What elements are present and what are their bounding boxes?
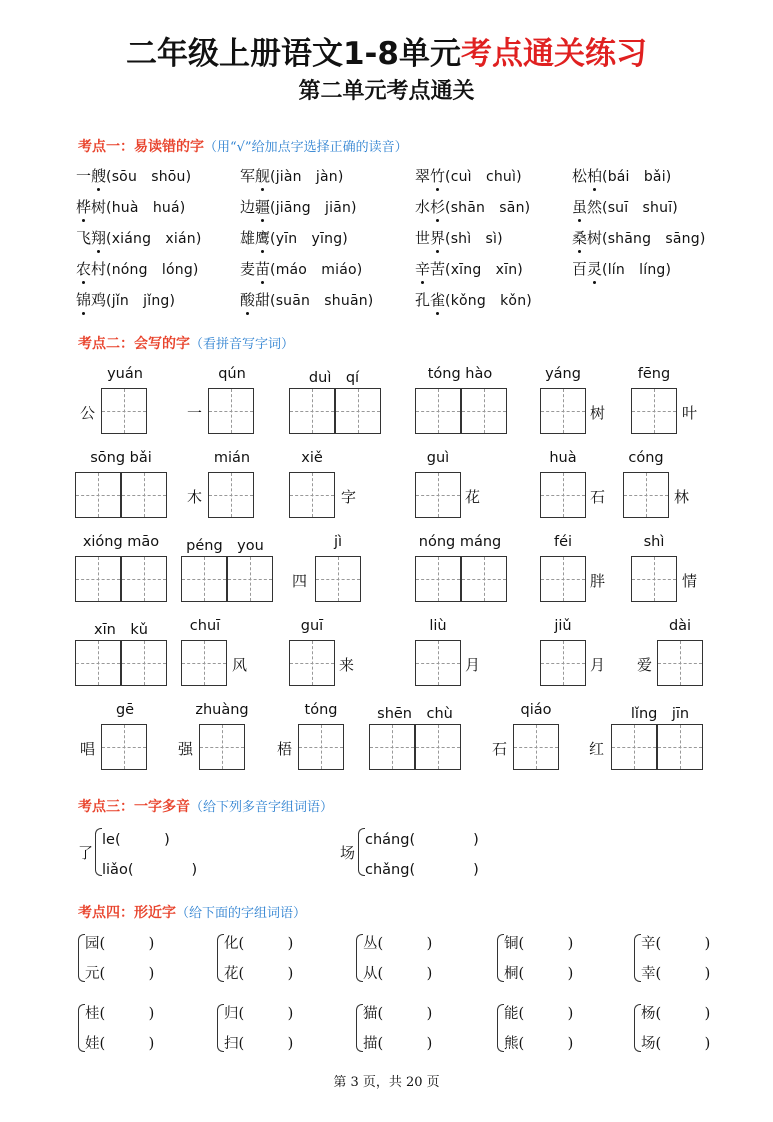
pinyin-label: duì qí xyxy=(308,370,360,386)
section3-key: 考点三：一字多音 xyxy=(78,799,190,815)
page-subtitle: 第二单元考点通关 xyxy=(298,78,475,104)
section2-heading xyxy=(78,333,294,353)
pinyin-label: gē xyxy=(115,702,135,718)
pinyin-label: chuī xyxy=(189,618,221,634)
word-pre: 翠 xyxy=(415,167,431,185)
writing-box xyxy=(631,556,677,602)
reading-item xyxy=(572,165,671,186)
writing-box xyxy=(657,640,703,686)
given-char: 石 xyxy=(492,740,508,758)
writing-box xyxy=(289,388,335,434)
writing-box xyxy=(298,724,344,770)
brace-icon xyxy=(78,1004,85,1052)
page-footer: 第 3 页，共 20 页 xyxy=(333,1075,440,1090)
similar-char-item: 娃( ) xyxy=(85,1036,155,1052)
similar-char-item: 铜( ) xyxy=(504,936,574,952)
brace-icon xyxy=(358,828,365,876)
word-pre: 一 xyxy=(76,167,92,185)
reading-item xyxy=(572,196,678,217)
similar-char-item: 归( ) xyxy=(224,1006,294,1022)
similar-char-item: 元( ) xyxy=(85,966,155,982)
writing-box xyxy=(415,388,461,434)
pinyin-label: tóng hào xyxy=(427,366,493,382)
brace-icon xyxy=(356,934,363,982)
word-post: 鸡 xyxy=(91,291,107,309)
section2-key: 考点二：会写的字 xyxy=(78,336,190,352)
word-post: 然 xyxy=(587,198,603,216)
pinyin-label: fēng xyxy=(637,366,671,382)
pinyin-options: (lín líng) xyxy=(602,262,672,278)
word-pre: 水 xyxy=(415,198,431,216)
page-title xyxy=(0,28,773,73)
pinyin-options: (huà huá) xyxy=(106,200,186,216)
section3-heading xyxy=(78,796,333,816)
writing-box xyxy=(121,640,167,686)
brace-icon xyxy=(497,1004,504,1052)
given-char: 四 xyxy=(292,572,308,590)
reading-item xyxy=(76,165,191,186)
writing-box xyxy=(415,724,461,770)
section1-note: （用“√”给加点字选择正确的读音） xyxy=(204,140,408,155)
section4-note: （给下面的字组词语） xyxy=(176,906,307,921)
writing-box xyxy=(540,388,586,434)
given-char: 红 xyxy=(589,740,605,758)
writing-box xyxy=(289,472,335,518)
similar-char-item: 从( ) xyxy=(363,966,433,982)
writing-box xyxy=(415,472,461,518)
writing-box xyxy=(513,724,559,770)
word-pre: 百 xyxy=(572,260,588,278)
pinyin-options: (cuì chuì) xyxy=(445,169,522,185)
pinyin-label: huà xyxy=(549,450,577,466)
given-char: 唱 xyxy=(80,740,96,758)
given-char: 一 xyxy=(187,404,203,422)
pinyin-label: mián xyxy=(213,450,251,466)
writing-box xyxy=(121,472,167,518)
given-char: 木 xyxy=(187,488,203,506)
writing-box xyxy=(199,724,245,770)
reading-item xyxy=(415,258,523,279)
word-pre: 孔 xyxy=(415,291,431,309)
reading-item xyxy=(76,196,185,217)
reading-item xyxy=(572,227,706,248)
brace-icon xyxy=(78,934,85,982)
writing-box xyxy=(121,556,167,602)
similar-char-item: 辛( ) xyxy=(641,936,711,952)
reading-item xyxy=(415,289,532,310)
similar-char-item: 幸( ) xyxy=(641,966,711,982)
option-text: liǎo( ) xyxy=(102,862,198,878)
dotted-char: 锦 xyxy=(76,291,92,309)
pinyin-options: (suān shuān) xyxy=(270,293,374,309)
writing-box xyxy=(208,472,254,518)
brace-icon xyxy=(356,1004,363,1052)
similar-char-item: 能( ) xyxy=(504,1006,574,1022)
similar-char-item: 化( ) xyxy=(224,936,294,952)
given-char: 强 xyxy=(178,740,194,758)
word-post: 村 xyxy=(91,260,107,278)
dotted-char: 柏 xyxy=(587,167,603,185)
section1-heading xyxy=(78,136,408,156)
pinyin-options: (jǐn jǐng) xyxy=(106,293,176,309)
pinyin-options: (suī shuī) xyxy=(602,200,678,216)
pinyin-label: xiě xyxy=(301,450,323,466)
writing-box xyxy=(657,724,703,770)
writing-box xyxy=(623,472,669,518)
dotted-char: 农 xyxy=(76,260,92,278)
pinyin-label: lǐng jīn xyxy=(630,706,690,722)
dotted-char: 艘 xyxy=(91,167,107,185)
word-pre: 麦 xyxy=(240,260,256,278)
pinyin-options: (jiāng jiān) xyxy=(270,200,357,216)
given-char: 爱 xyxy=(637,656,653,674)
writing-box xyxy=(611,724,657,770)
section2-note: （看拼音写字词） xyxy=(190,337,295,352)
title-black: 二年级上册语文1-8单元 xyxy=(125,36,461,72)
pinyin-label: zhuàng xyxy=(195,702,249,718)
pinyin-label: nóng máng xyxy=(418,534,502,550)
given-char: 林 xyxy=(674,488,690,506)
polyphone-option xyxy=(365,858,479,879)
pinyin-options: (bái bǎi) xyxy=(602,169,672,185)
pinyin-label: qiáo xyxy=(520,702,552,718)
polyphone-char: 场 xyxy=(340,844,356,862)
reading-item xyxy=(415,196,530,217)
reading-item xyxy=(415,165,522,186)
given-char: 月 xyxy=(465,656,481,674)
word-post: 甜 xyxy=(255,291,271,309)
word-pre: 飞 xyxy=(76,229,92,247)
writing-box xyxy=(335,388,381,434)
dotted-char: 苗 xyxy=(255,260,271,278)
writing-box xyxy=(369,724,415,770)
dotted-char: 桦 xyxy=(76,198,92,216)
dotted-char: 疆 xyxy=(255,198,271,216)
writing-box xyxy=(75,556,121,602)
writing-box xyxy=(101,388,147,434)
similar-char-item: 场( ) xyxy=(641,1036,711,1052)
word-post: 苦 xyxy=(430,260,446,278)
similar-char-item: 丛( ) xyxy=(363,936,433,952)
title-red: 考点通关练习 xyxy=(461,36,647,72)
pinyin-options: (nóng lóng) xyxy=(106,262,199,278)
pinyin-label: liù xyxy=(429,618,447,634)
reading-item xyxy=(240,165,344,186)
dotted-char: 灵 xyxy=(587,260,603,278)
word-pre: 松 xyxy=(572,167,588,185)
pinyin-label: guì xyxy=(426,450,450,466)
pinyin-label: tóng xyxy=(304,702,338,718)
option-text: cháng( ) xyxy=(365,832,479,848)
pinyin-options: (xiáng xián) xyxy=(106,231,202,247)
writing-box xyxy=(181,556,227,602)
reading-item xyxy=(76,227,202,248)
pinyin-label: féi xyxy=(553,534,573,550)
writing-box xyxy=(289,640,335,686)
pinyin-label: jiǔ xyxy=(554,618,572,634)
given-char: 叶 xyxy=(682,404,698,422)
dotted-char: 鹰 xyxy=(255,229,271,247)
given-char: 风 xyxy=(232,656,248,674)
pinyin-label: cóng xyxy=(628,450,664,466)
pinyin-label: xióng māo xyxy=(82,534,160,550)
dotted-char: 界 xyxy=(430,229,446,247)
pinyin-options: (sōu shōu) xyxy=(106,169,192,185)
polyphone-option xyxy=(102,828,170,849)
word-pre: 军 xyxy=(240,167,256,185)
writing-box xyxy=(461,556,507,602)
brace-icon xyxy=(497,934,504,982)
pinyin-options: (shān sān) xyxy=(445,200,531,216)
given-char: 字 xyxy=(341,488,357,506)
word-post: 树 xyxy=(91,198,107,216)
dotted-char: 辛 xyxy=(415,260,431,278)
option-text: chǎng( ) xyxy=(365,862,479,878)
given-char: 情 xyxy=(682,572,698,590)
pinyin-options: (shāng sāng) xyxy=(602,231,706,247)
given-char: 胖 xyxy=(590,572,606,590)
writing-box xyxy=(631,388,677,434)
pinyin-label: shì xyxy=(643,534,665,550)
reading-item xyxy=(76,289,175,310)
writing-box xyxy=(227,556,273,602)
pinyin-label: guī xyxy=(300,618,324,634)
given-char: 公 xyxy=(80,404,96,422)
reading-item xyxy=(240,196,357,217)
pinyin-label: dài xyxy=(668,618,692,634)
similar-char-item: 花( ) xyxy=(224,966,294,982)
similar-char-item: 熊( ) xyxy=(504,1036,574,1052)
brace-icon xyxy=(95,828,102,876)
polyphone-option xyxy=(102,858,197,879)
dotted-char: 翔 xyxy=(91,229,107,247)
section4-heading xyxy=(78,902,306,922)
pinyin-options: (máo miáo) xyxy=(270,262,363,278)
reading-item xyxy=(76,258,199,279)
word-post: 树 xyxy=(587,229,603,247)
pinyin-label: xīn kǔ xyxy=(94,622,148,638)
brace-icon xyxy=(634,934,641,982)
section4-key: 考点四：形近字 xyxy=(78,905,176,921)
writing-box xyxy=(415,640,461,686)
dotted-char: 舰 xyxy=(255,167,271,185)
pinyin-label: yuán xyxy=(107,366,143,382)
given-char: 石 xyxy=(590,488,606,506)
given-char: 月 xyxy=(590,656,606,674)
word-pre: 雄 xyxy=(240,229,256,247)
word-pre: 世 xyxy=(415,229,431,247)
pinyin-label: qún xyxy=(218,366,246,382)
dotted-char: 桑 xyxy=(572,229,588,247)
writing-box xyxy=(315,556,361,602)
pinyin-label: jì xyxy=(333,534,343,550)
reading-item xyxy=(240,227,348,248)
pinyin-options: (kǒng kǒn) xyxy=(445,293,532,309)
brace-icon xyxy=(217,1004,224,1052)
pinyin-options: (jiàn jàn) xyxy=(270,169,344,185)
writing-box xyxy=(540,556,586,602)
given-char: 梧 xyxy=(277,740,293,758)
reading-item xyxy=(415,227,503,248)
reading-item xyxy=(572,258,671,279)
dotted-char: 竹 xyxy=(430,167,446,185)
pinyin-label: shēn chù xyxy=(377,706,453,722)
section3-note: （给下列多音字组词语） xyxy=(190,800,334,815)
similar-char-item: 桂( ) xyxy=(85,1006,155,1022)
writing-box xyxy=(75,640,121,686)
similar-char-item: 杨( ) xyxy=(641,1006,711,1022)
polyphone-option xyxy=(365,828,479,849)
given-char: 花 xyxy=(465,488,481,506)
brace-icon xyxy=(217,934,224,982)
dotted-char: 雀 xyxy=(430,291,446,309)
dotted-char: 杉 xyxy=(430,198,446,216)
word-pre: 边 xyxy=(240,198,256,216)
given-char: 来 xyxy=(339,656,355,674)
brace-icon xyxy=(634,1004,641,1052)
pinyin-label: yáng xyxy=(545,366,581,382)
writing-box xyxy=(101,724,147,770)
reading-item xyxy=(240,289,373,310)
similar-char-item: 桐( ) xyxy=(504,966,574,982)
writing-box xyxy=(181,640,227,686)
pinyin-options: (shì sì) xyxy=(445,231,503,247)
section1-key: 考点一：易读错的字 xyxy=(78,139,204,155)
pinyin-options: (xīng xīn) xyxy=(445,262,523,278)
given-char: 树 xyxy=(590,404,606,422)
writing-box xyxy=(540,472,586,518)
writing-box xyxy=(208,388,254,434)
similar-char-item: 扫( ) xyxy=(224,1036,294,1052)
writing-box xyxy=(75,472,121,518)
writing-box xyxy=(415,556,461,602)
pinyin-label: péng you xyxy=(186,538,264,554)
writing-box xyxy=(540,640,586,686)
reading-item xyxy=(240,258,362,279)
similar-char-item: 猫( ) xyxy=(363,1006,433,1022)
dotted-char: 酸 xyxy=(240,291,256,309)
dotted-char: 虽 xyxy=(572,198,588,216)
writing-box xyxy=(461,388,507,434)
pinyin-label: sōng bǎi xyxy=(90,450,152,466)
polyphone-char: 了 xyxy=(78,844,94,862)
similar-char-item: 描( ) xyxy=(363,1036,433,1052)
pinyin-options: (yīn yīng) xyxy=(270,231,348,247)
similar-char-item: 园( ) xyxy=(85,936,155,952)
option-text: le( ) xyxy=(102,832,170,848)
